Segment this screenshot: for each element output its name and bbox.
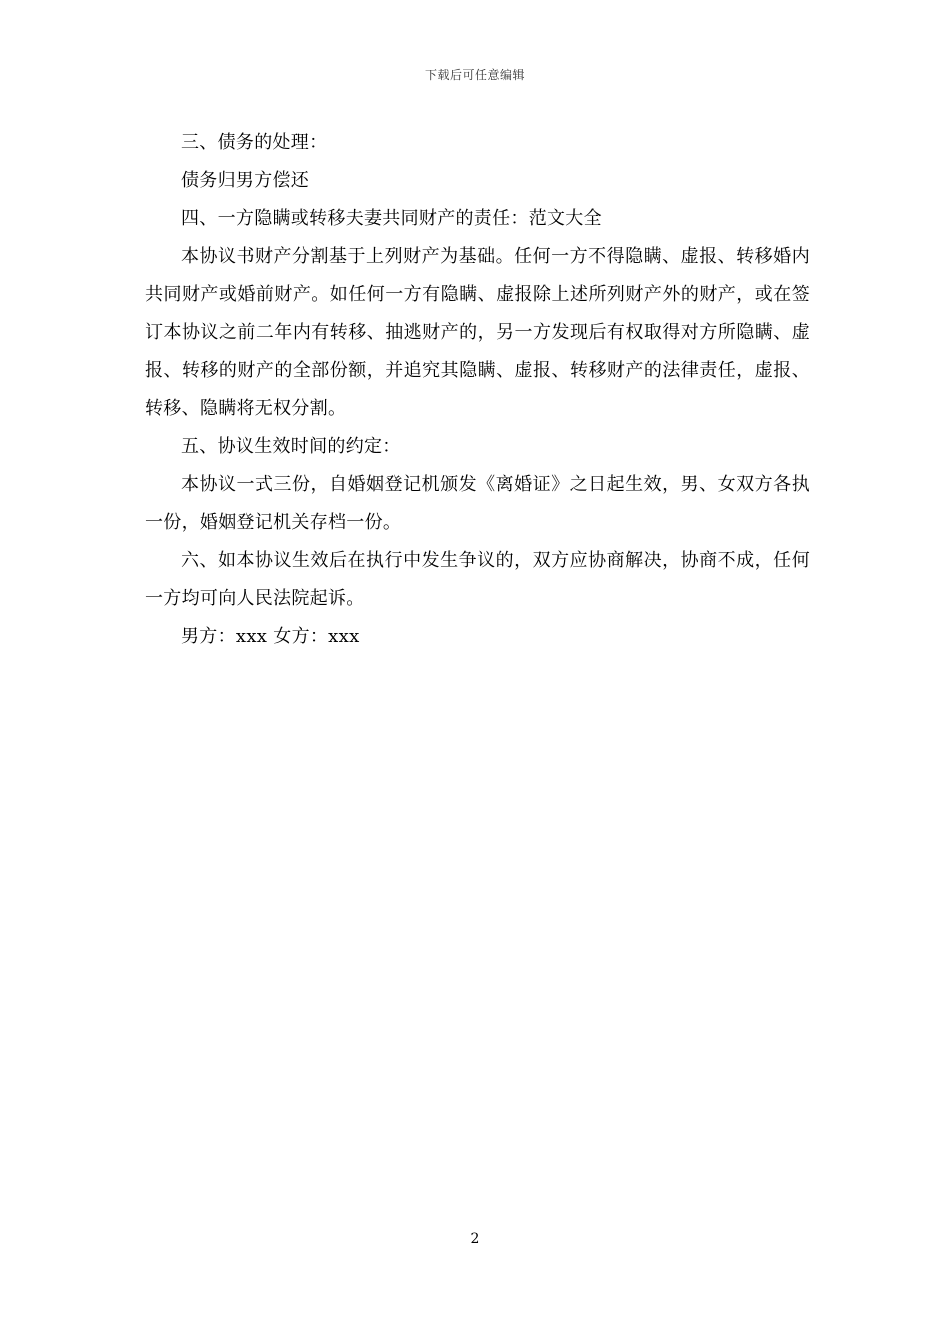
section-heading-effective-date: 五、协议生效时间的约定： xyxy=(181,436,401,457)
effective-date-clause: 本协议一式三份，自婚姻登记机颁发《离婚证》之日起生效，男、女双方各执一份，婚姻登记机关存档一份。 xyxy=(145,474,810,533)
document-body xyxy=(145,124,810,656)
dispute-clause: 六、如本协议生效后在执行中发生争议的，双方应协商解决，协商不成，任何一方均可向人民法院起诉。 xyxy=(145,550,810,609)
concealment-clause: 本协议书财产分割基于上列财产为基础。任何一方不得隐瞒、虚报、转移婚内共同财产或婚前财产。如任何一方有隐瞒、虚报除上述所列财产外的财产，或在签订本协议之前二年内有转移、抽逃财产的，另一方发现后有权取得对方所隐瞒、虚报、转移的财产的全部份额，并追究其隐瞒、虚报、转移财产的法律责任，虚报、转移、隐瞒将无权分割。 xyxy=(145,246,810,419)
header-note: 下载后可任意编辑 xyxy=(424,68,525,82)
signature-line: 男方：xxx 女方：xxx xyxy=(181,626,360,647)
page-number: 2 xyxy=(470,1231,480,1247)
debt-clause: 债务归男方偿还 xyxy=(181,170,310,191)
section-heading-debt: 三、债务的处理： xyxy=(181,132,328,153)
section-heading-concealment: 四、一方隐瞒或转移夫妻共同财产的责任：范文大全 xyxy=(181,208,602,229)
